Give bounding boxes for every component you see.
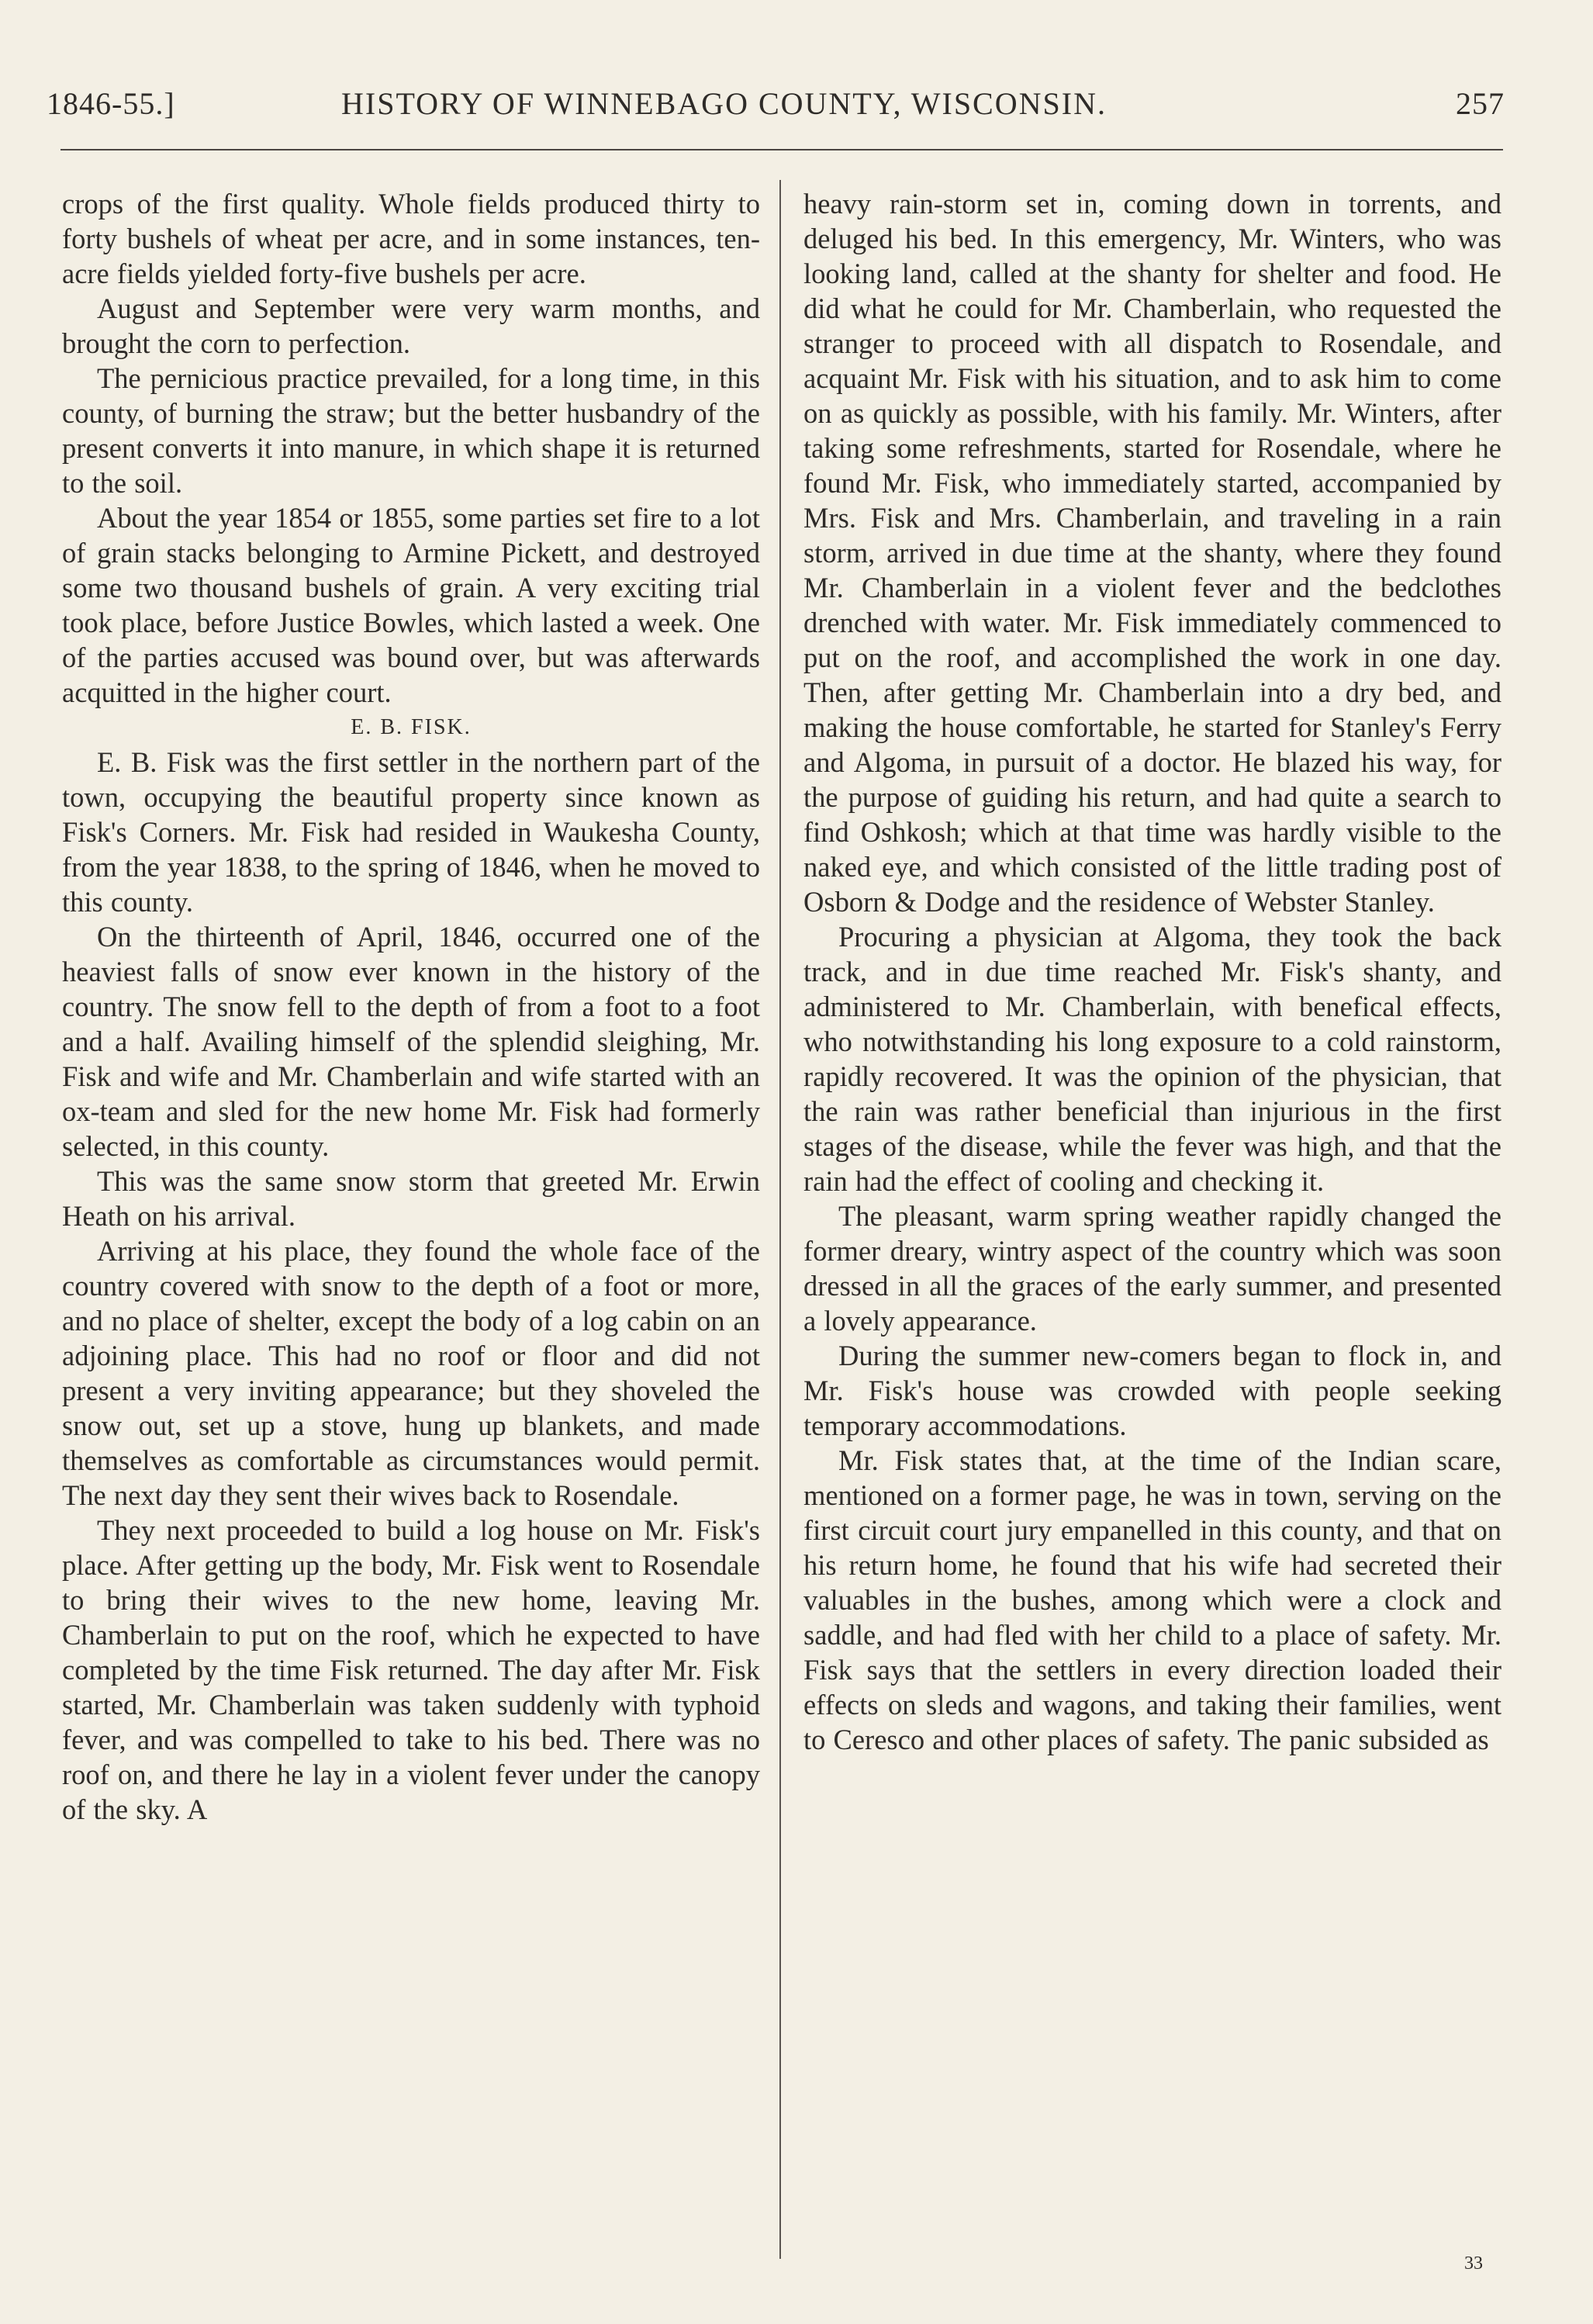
paragraph: The pleasant, warm spring weather rapidly changed the former dreary, wintry aspect of the country which was soon dressed in all the graces of the early summer, and presented a lovely appearance. xyxy=(803,1200,1501,1337)
paragraph: Arriving at his place, they found the whole face of the country covered with snow to the depth of a foot or more, and no place of shelter, except the body of a log cabin on an adjoining place. This had no roof or floor and did not present a very inviting appearance; but they shoveled the snow out, set up a stove, hung up blankets, and made themselves as comfortable as circumstances would permit. The next day they sent their wives back to Rosendale. xyxy=(62,1235,760,1511)
paragraph: The pernicious practice prevailed, for a long time, in this county, of burning the straw; but the better husbandry of the present converts it into manure, in which shape it is returned to the soil. xyxy=(62,362,760,499)
paragraph: About the year 1854 or 1855, some parties set fire to a lot of grain stacks belonging to Armine Pickett, and destroyed some two thousand bushels of grain. A very exciting trial took place, before Justice Bowles, which lasted a week. One of the parties accused was bound over, but was afterwards acquitted in the higher court. xyxy=(62,502,760,708)
header-rule xyxy=(60,149,1503,150)
paragraph: August and September were very warm months, and brought the corn to perfection. xyxy=(62,292,760,359)
column-divider xyxy=(779,180,781,2259)
section-heading: E. B. FISK. xyxy=(351,715,472,739)
paragraph: Procuring a physician at Algoma, they took the back track, and in due time reached Mr. Fisk's shanty, and administered to Mr. Chamberlain, with benefical effects, who notwithstanding his long exposure to a cold rainstorm, rapidly recovered. It was the opinion of the physician, that the rain was rather beneficial than injurious in the first stages of the disease, while the fever was high, and that the rain had the effect of cooling and checking it. xyxy=(803,921,1501,1197)
paragraph: This was the same snow storm that greeted Mr. Erwin Heath on his arrival. xyxy=(62,1165,760,1232)
page-number: 257 xyxy=(1456,86,1505,121)
paragraph: Mr. Fisk states that, at the time of the Indian scare, mentioned on a former page, he was in town, serving on the first circuit court jury empanelled in this county, and that on his return home, he found that his wife had secreted their valuables in the bushes, among which were a clock and saddle, and had fled with her child to a place of safety. Mr. Fisk says that the settlers in every direction loaded their effects on sleds and wagons, and taking their families, went to Ceresco and other places of safety. The panic subsided as xyxy=(803,1444,1501,1755)
header-title: HISTORY OF WINNEBAGO COUNTY, WISCONSIN. xyxy=(341,86,1107,121)
paragraph: E. B. Fisk was the first settler in the northern part of the town, occupying the beautiful property since known as Fisk's Corners. Mr. Fisk had resided in Waukesha County, from the year 1838, to the spring of 1846, when he moved to this county. xyxy=(62,746,760,918)
signature-mark: 33 xyxy=(1464,2253,1483,2274)
paragraph: On the thirteenth of April, 1846, occurred one of the heaviest falls of snow ever known in the history of the country. The snow fell to the depth of from a foot to a foot and a half. Availing himself of the splendid sleighing, Mr. Fisk and wife and Mr. Chamberlain and wife started with an ox-team and sled for the new home Mr. Fisk had formerly selected, in this county. xyxy=(62,921,760,1162)
left-column xyxy=(62,186,760,1827)
header-date-range: 1846-55.] xyxy=(47,86,175,121)
paragraph: heavy rain-storm set in, coming down in torrents, and deluged his bed. In this emergency, Mr. Winters, who was looking land, called at the shanty for shelter and food. He did what he could for Mr. Chamberlain, who requested the stranger to proceed with all dispatch to Rosendale, and acquaint Mr. Fisk with his situation, and to ask him to come on as quickly as possible, with his family. Mr. Winters, after taking some refreshments, started for Rosendale, where he found Mr. Fisk, who immediately started, accompanied by Mrs. Fisk and Mrs. Chamberlain, and traveling in a rain storm, arrived in due time at the shanty, where they found Mr. Chamberlain in a violent fever and the bedclothes drenched with water. Mr. Fisk immediately commenced to put on the roof, and accomplished the work in one day. Then, after getting Mr. Chamberlain into a dry bed, and making the house comfortable, he started for Stanley's Ferry and Algoma, in pursuit of a doctor. He blazed his way, for the purpose of guiding his return, and had quite a search to find Oshkosh; which at that time was hardly visible to the naked eye, and which consisted of the little trading post of Osborn & Dodge and the residence of Webster Stanley. xyxy=(803,188,1501,918)
paragraph: They next proceeded to build a log house on Mr. Fisk's place. After getting up the body, Mr. Fisk went to Rosendale to bring their wives to the new home, leaving Mr. Chamberlain to put on the roof, which he expected to have completed by the time Fisk returned. The day after Mr. Fisk started, Mr. Chamberlain was taken suddenly with typhoid fever, and was compelled to take to his bed. There was no roof on, and there he lay in a violent fever under the canopy of the sky. A xyxy=(62,1514,760,1825)
right-column xyxy=(803,186,1501,1757)
paragraph: During the summer new-comers began to flock in, and Mr. Fisk's house was crowded with people seeking temporary accommodations. xyxy=(803,1340,1501,1441)
running-header xyxy=(47,78,1505,124)
paragraph: crops of the first quality. Whole fields produced thirty to forty bushels of wheat per acre, and in some instances, ten-acre fields yielded forty-five bushels per acre. xyxy=(62,188,760,289)
